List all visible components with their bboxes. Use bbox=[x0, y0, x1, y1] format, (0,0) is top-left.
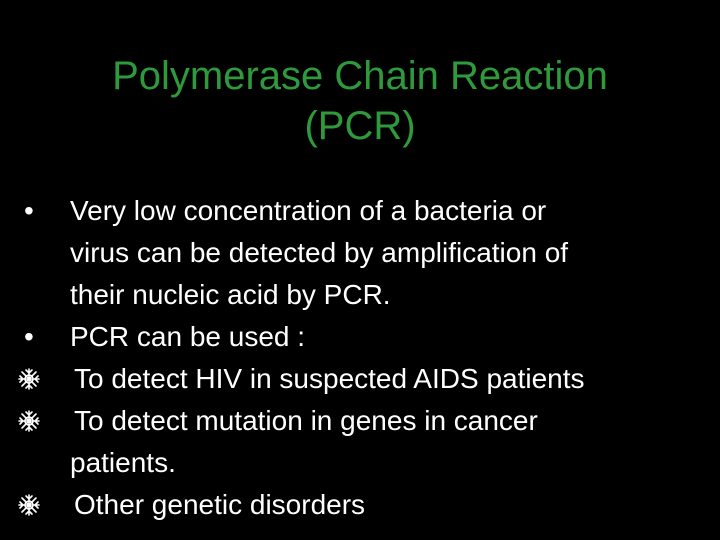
title-line-2: (PCR) bbox=[304, 104, 416, 148]
bullet-list bbox=[0, 190, 720, 526]
title-line-1: Polymerase Chain Reaction bbox=[112, 54, 608, 98]
sub-list-item bbox=[0, 484, 720, 526]
bullet-marker: • bbox=[24, 195, 34, 226]
list-item-line: Other genetic disorders bbox=[74, 489, 366, 520]
list-item-line: To detect mutation in genes in cancer bbox=[74, 405, 538, 436]
list-item-line: Very low concentration of a bacteria or bbox=[70, 195, 547, 226]
sub-list-item bbox=[0, 358, 720, 400]
list-item bbox=[0, 190, 720, 316]
snowflake-icon bbox=[18, 484, 42, 526]
list-item-line: virus can be detected by amplification of bbox=[70, 237, 569, 268]
list-item-line: patients. bbox=[70, 447, 176, 478]
list-item-line: To detect HIV in suspected AIDS patients bbox=[74, 363, 585, 394]
list-item-line: PCR can be used : bbox=[70, 321, 306, 352]
bullet-marker: • bbox=[24, 321, 34, 352]
snowflake-icon bbox=[18, 400, 42, 442]
sub-list-item bbox=[0, 400, 720, 484]
slide-title bbox=[0, 51, 720, 151]
list-item-line: their nucleic acid by PCR. bbox=[70, 279, 391, 310]
list-item bbox=[0, 316, 720, 358]
snowflake-icon bbox=[18, 358, 42, 400]
